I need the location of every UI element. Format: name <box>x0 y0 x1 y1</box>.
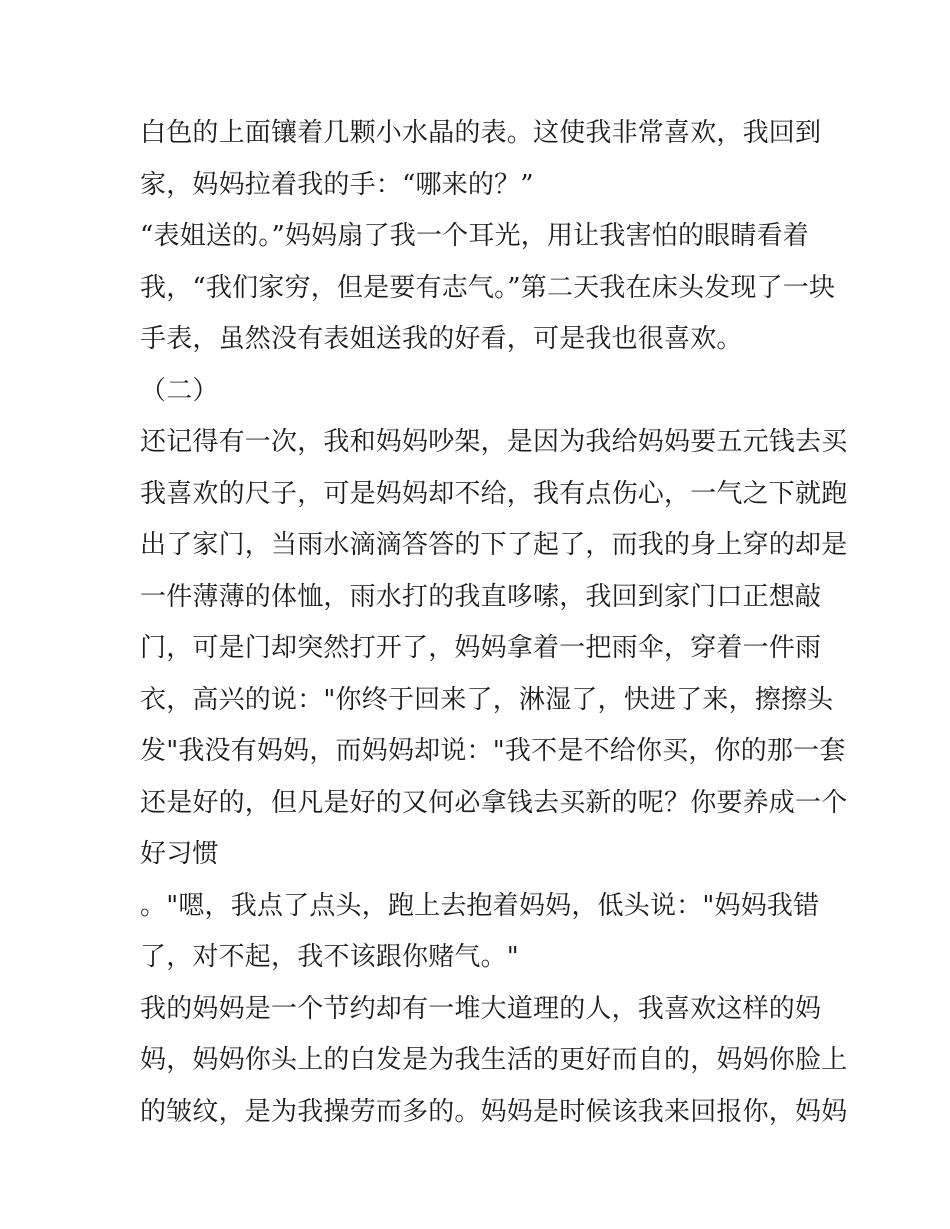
text-line: 好习惯 <box>140 839 219 869</box>
section-heading: （二） <box>140 375 219 406</box>
text-line: 了，对不起，我不该跟你赌气。" <box>140 942 519 972</box>
text-line: 我的妈妈是一个节约却有一堆大道理的人，我喜欢这样的妈 <box>140 993 822 1024</box>
text-line: 家，妈妈拉着我的手：“哪来的？” <box>140 169 534 200</box>
document-text-body <box>140 108 848 1138</box>
text-line: 一件薄薄的体恤，雨水打的我直哆嗦，我回到家门口正想敲 <box>140 581 822 612</box>
text-line: 衣，高兴的说："你终于回来了，淋湿了，快进了来，擦擦头 <box>140 684 834 715</box>
text-line: 还是好的，但凡是好的又何必拿钱去买新的呢？你要养成一个 <box>140 787 848 818</box>
text-line: 的皱纹，是为我操劳而多的。妈妈是时候该我来回报你，妈妈 <box>140 1096 848 1127</box>
text-line: 手表，虽然没有表姐送我的好看，可是我也很喜欢。 <box>140 324 743 354</box>
text-line: 还记得有一次，我和妈妈吵架，是因为我给妈妈要五元钱去买 <box>140 427 848 457</box>
text-line: 我，“我们家穷，但是要有志气。”第二天我在床头发现了一块 <box>140 272 836 303</box>
text-line: “表姐送的。”妈妈扇了我一个耳光，用让我害怕的眼睛看着 <box>140 221 809 251</box>
text-line: 白色的上面镶着几颗小水晶的表。这使我非常喜欢，我回到 <box>140 118 822 148</box>
text-line: 我喜欢的尺子，可是妈妈却不给，我有点伤心，一气之下就跑 <box>140 478 848 509</box>
text-line: 。"嗯，我点了点头，跑上去抱着妈妈，低头说："妈妈我错 <box>140 890 820 921</box>
text-line: 妈，妈妈你头上的白发是为我生活的更好而自的，妈妈你脸上 <box>140 1045 848 1075</box>
text-line: 出了家门，当雨水滴滴答答的下了起了，而我的身上穿的却是 <box>140 530 848 560</box>
text-line: 门，可是门却突然打开了，妈妈拿着一把雨伞，穿着一件雨 <box>140 633 822 663</box>
text-line: 发"我没有妈妈，而妈妈却说："我不是不给你买，你的那一套 <box>140 736 846 766</box>
